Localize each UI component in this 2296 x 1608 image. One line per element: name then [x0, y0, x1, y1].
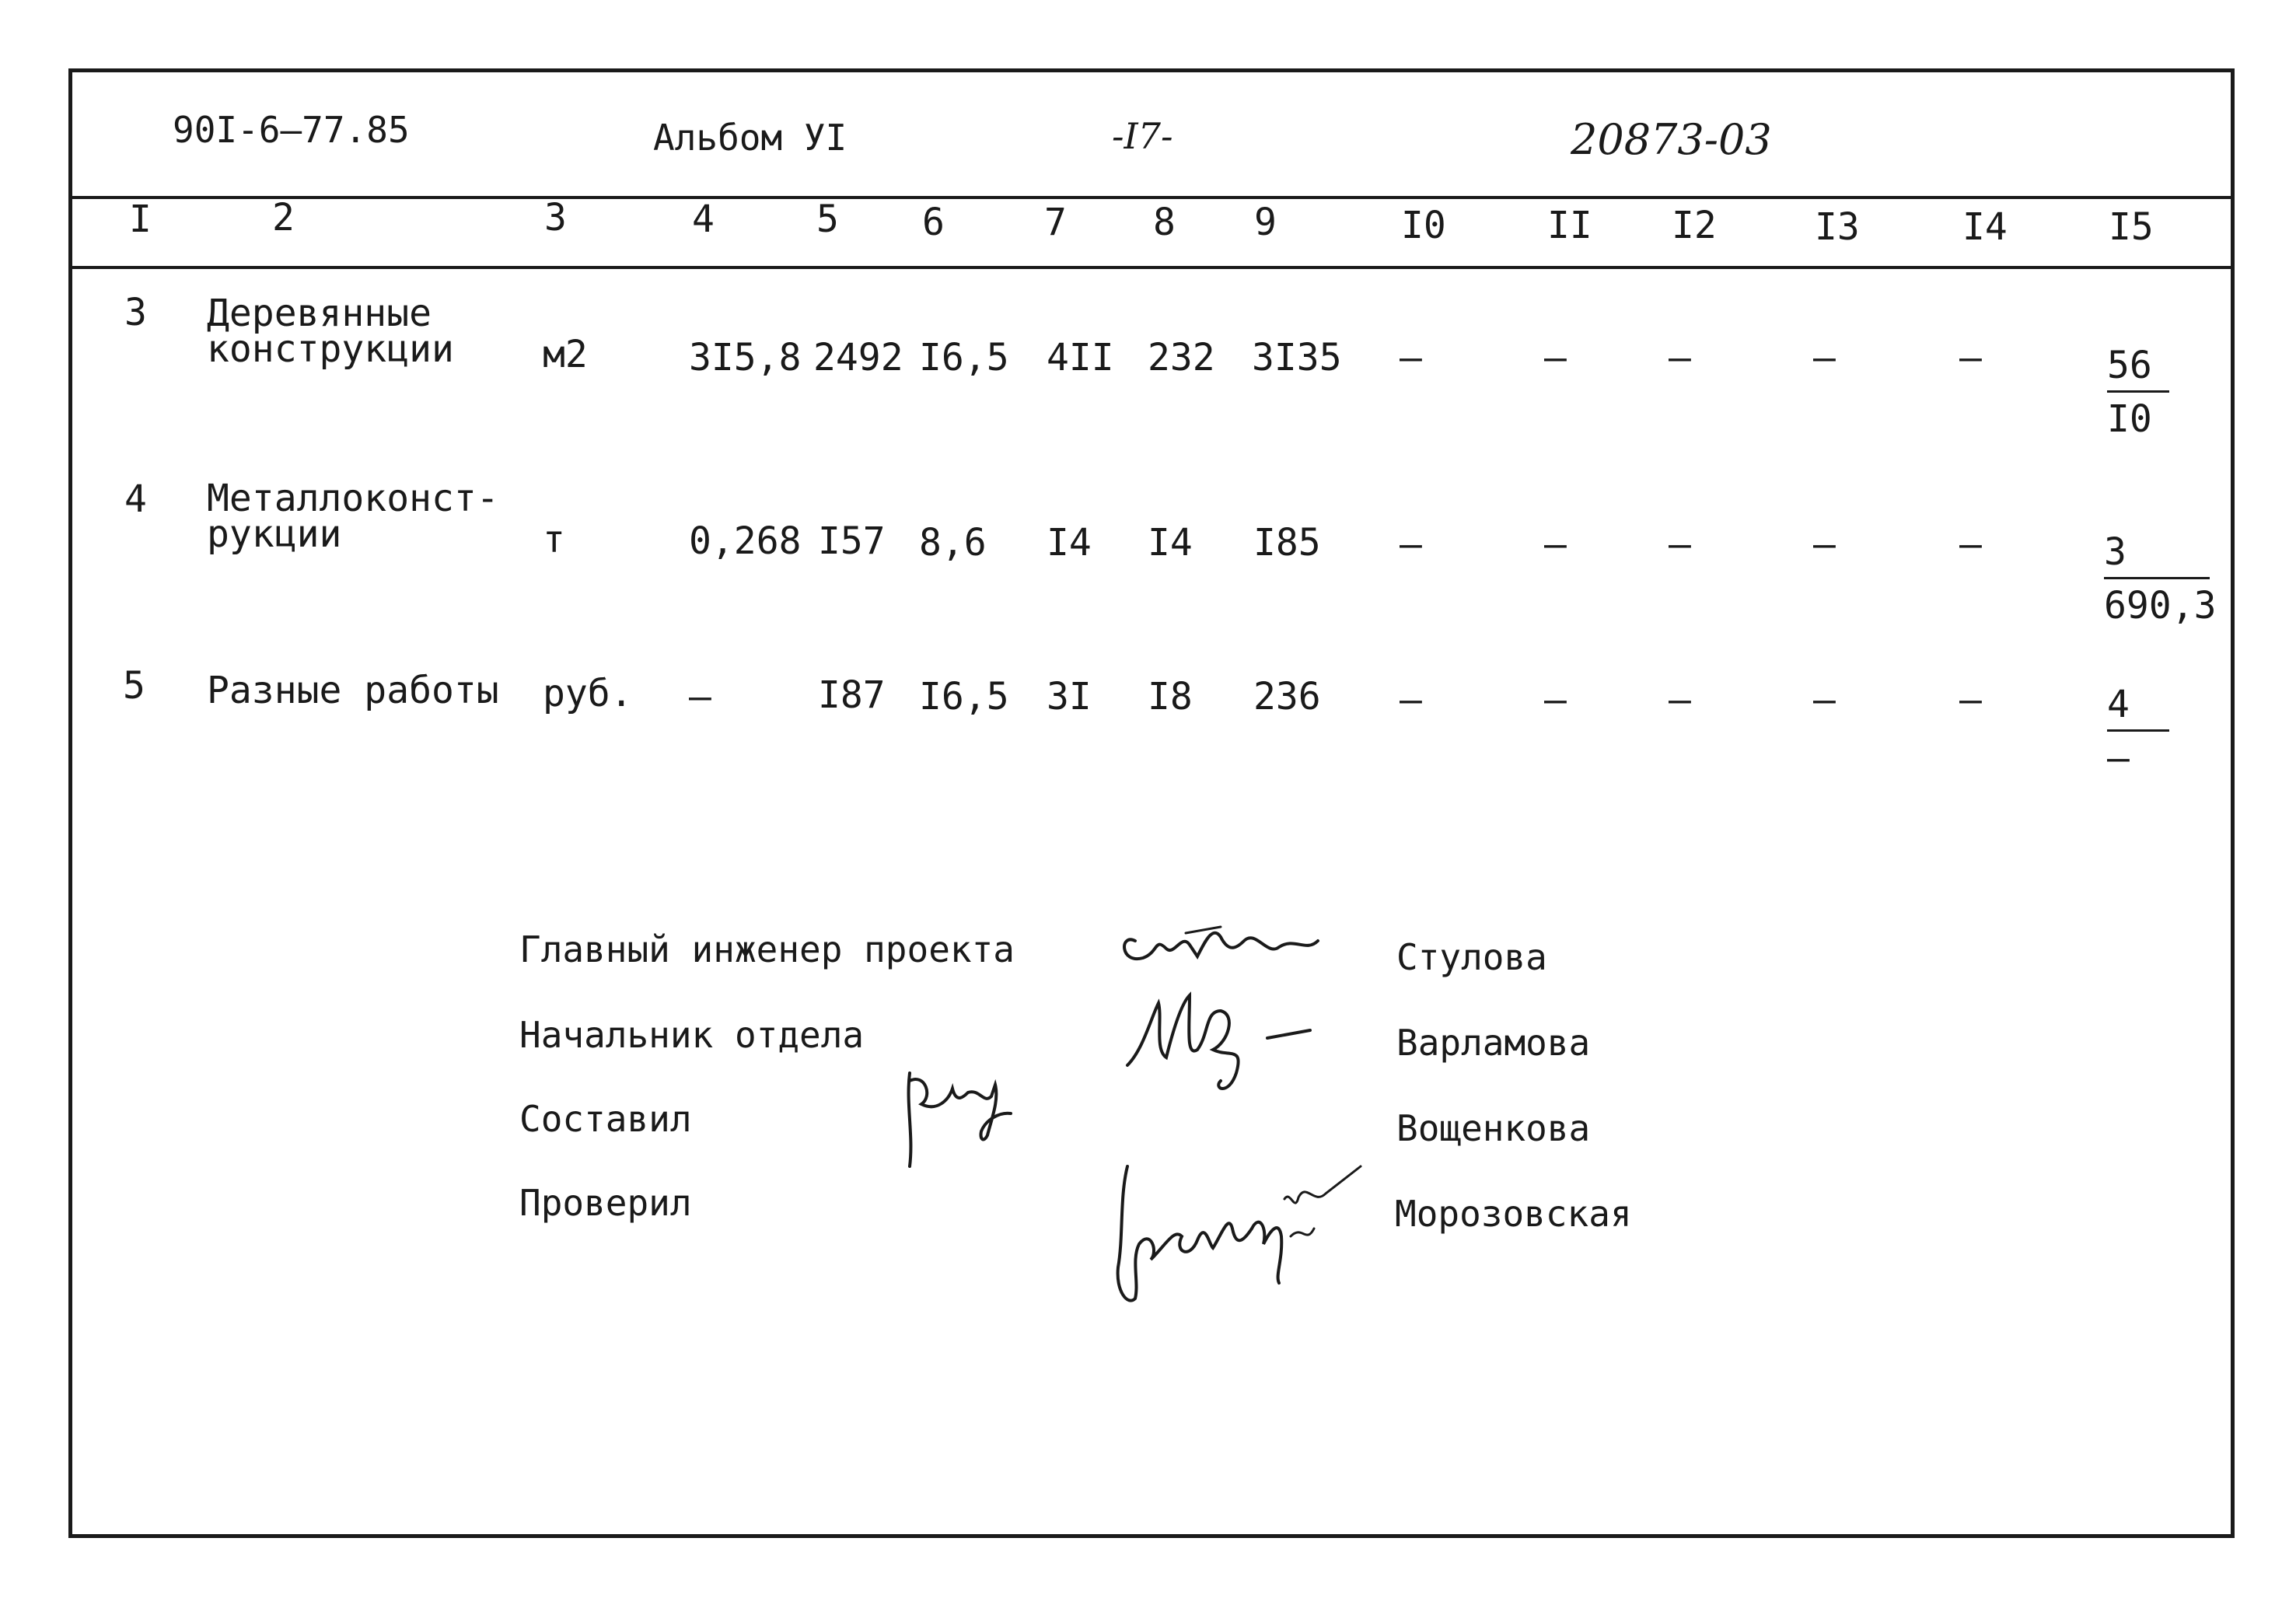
cell-c6: I6,5 [919, 336, 1009, 379]
cell-c9: I85 [1253, 521, 1321, 565]
row-unit: т [543, 518, 565, 561]
col-num: 5 [816, 198, 839, 241]
col-num: I2 [1672, 204, 1717, 247]
cell-c10: – [1400, 336, 1422, 379]
signature-role: Проверил [519, 1182, 692, 1224]
cell-c13: – [1813, 523, 1836, 566]
cell-c14: – [1959, 523, 1982, 566]
cell-c6: I6,5 [919, 675, 1009, 718]
signature-voshchenkova [894, 1057, 1019, 1174]
cell-c6: 8,6 [919, 521, 987, 565]
cell-c4: 0,268 [689, 519, 802, 563]
col-num: 7 [1044, 201, 1067, 244]
cell-c7: 4II [1047, 336, 1114, 379]
row-number: 3 [124, 291, 147, 334]
cell-c11: – [1544, 678, 1567, 722]
cell-c11: – [1544, 336, 1567, 379]
col-num: I3 [1815, 205, 1860, 249]
signatory-name: Вощенкова [1396, 1107, 1591, 1149]
col-num: 2 [272, 196, 295, 239]
signature-stulova [1112, 910, 1330, 980]
signature-role: Главный инженер проекта [519, 928, 1015, 970]
cell-c14: – [1959, 678, 1982, 722]
signature-varlamova [1112, 972, 1330, 1104]
col-num: I5 [2109, 205, 2154, 249]
signatory-name: Морозовская [1395, 1193, 1632, 1235]
header-rule-top [68, 196, 2235, 199]
cell-c14: – [1959, 336, 1982, 379]
cell-c12: – [1669, 336, 1691, 379]
registration-stamp: 20873-03 [1571, 115, 1772, 164]
cell-c8: I8 [1148, 675, 1193, 718]
cell-c5: I87 [818, 673, 886, 717]
row-name: Деревянные конструкции [207, 292, 454, 371]
cell-c5: I57 [818, 519, 886, 563]
col-num: 4 [692, 198, 715, 241]
cell-c5: 2492 [813, 336, 903, 379]
cell-c12: – [1669, 523, 1691, 566]
cell-c10: – [1400, 678, 1422, 722]
signature-role: Начальник отдела [519, 1014, 865, 1056]
row-number: 4 [124, 477, 147, 521]
cell-c8: I4 [1148, 521, 1193, 565]
cell-c8: 232 [1148, 336, 1215, 379]
col-num: I4 [1962, 205, 2008, 249]
row-name: Металлоконст- рукции [207, 477, 499, 556]
cell-c7: 3I [1047, 675, 1092, 718]
cell-c10: – [1400, 523, 1422, 566]
col-num: 3 [544, 196, 567, 239]
cell-c9: 236 [1253, 675, 1321, 718]
cell-c15-fraction: $\frac{56}{I0}$ [2107, 344, 2169, 441]
col-num: I [129, 198, 152, 241]
row-name: Разные работы [207, 669, 499, 712]
cell-c13: – [1813, 336, 1836, 379]
col-num: II [1547, 204, 1592, 247]
col-num: 6 [922, 201, 945, 244]
cell-c12: – [1669, 678, 1691, 722]
col-num: 8 [1153, 201, 1176, 244]
header-rule-bottom [68, 266, 2235, 269]
signature-role: Составил [519, 1098, 692, 1140]
cell-c9: 3I35 [1252, 336, 1342, 379]
cell-c4: 3I5,8 [689, 336, 802, 379]
cell-c15-fraction: $\frac{3}{690,3}$ [2104, 530, 2217, 627]
cell-c15-fraction: 4 – [2107, 683, 2169, 780]
doc-code: 90I-6—77.85 [173, 109, 410, 151]
cell-c13: – [1813, 678, 1836, 722]
row-unit: м2 [543, 333, 588, 376]
signatory-name: Варламова [1396, 1022, 1591, 1064]
cell-c11: – [1544, 523, 1567, 566]
page-number: -I7- [1112, 115, 1173, 157]
cell-c4: – [689, 675, 711, 718]
col-num: I0 [1401, 204, 1446, 247]
row-number: 5 [123, 664, 145, 708]
row-unit: руб. [543, 672, 633, 715]
album-label: Альбом УI [653, 117, 847, 159]
signature-morozovskaya [1096, 1151, 1376, 1322]
col-num: 9 [1254, 201, 1277, 244]
signatory-name: Стулова [1396, 936, 1547, 978]
cell-c7: I4 [1047, 521, 1092, 565]
